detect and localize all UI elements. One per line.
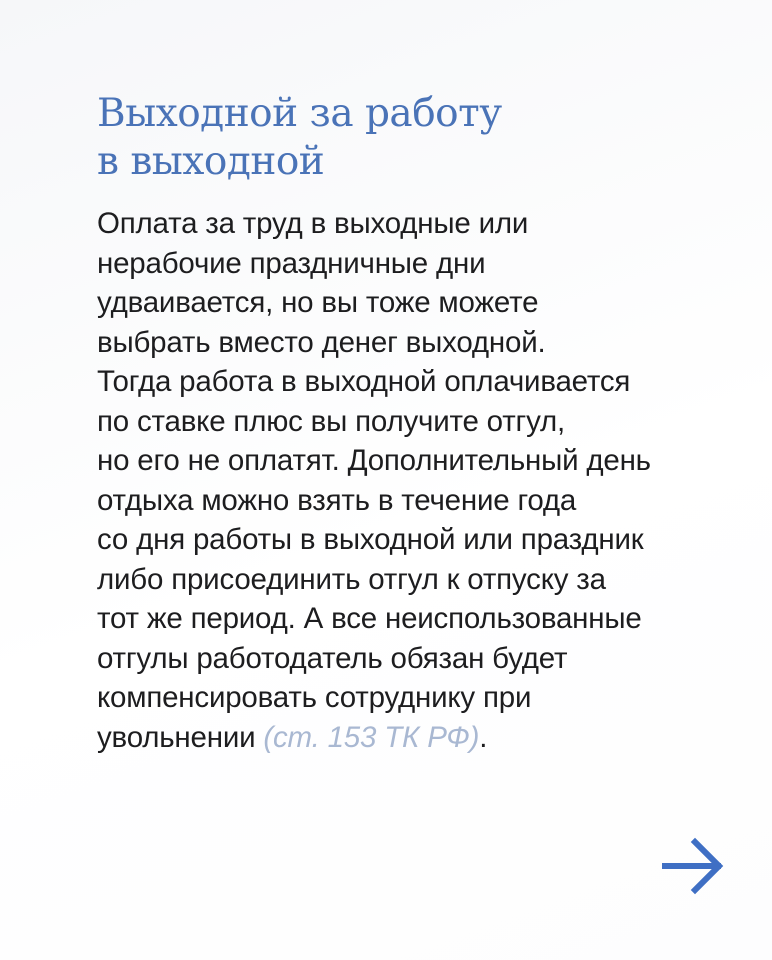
- body-line: нерабочие праздничные дни: [97, 246, 486, 280]
- law-reference: (ст. 153 ТК РФ): [263, 720, 480, 754]
- arrow-right-icon[interactable]: [660, 836, 726, 896]
- slide-title: [97, 90, 717, 186]
- body-line: Оплата за труд в выходные или: [97, 207, 529, 240]
- body-line: удваивается, но вы тоже можете: [97, 286, 539, 319]
- body-line: по ставке плюс вы получите отгул,: [97, 404, 566, 438]
- body-line: тот же период. А все неиспользованные: [97, 602, 642, 635]
- body-paragraph: [97, 204, 747, 757]
- body-line: Тогда работа в выходной оплачивается: [97, 365, 631, 398]
- body-last-line: [97, 718, 747, 758]
- title-line-2: в выходной: [97, 139, 325, 184]
- last-line-text: увольнении: [97, 720, 264, 754]
- last-line-end: .: [479, 720, 488, 754]
- body-line: либо присоединить отгул к отпуску за: [97, 562, 606, 596]
- body-line: компенсировать сотруднику при: [97, 681, 532, 714]
- body-line: но его не оплатят. Дополнительный день: [97, 444, 651, 477]
- title-line-1: Выходной за работу: [97, 91, 502, 136]
- body-line: отдыха можно взять в течение года: [97, 483, 577, 517]
- body-line: отгулы работодатель обязан будет: [97, 641, 568, 675]
- body-line: выбрать вместо денег выходной.: [97, 325, 546, 359]
- body-line: со дня работы в выходной или праздник: [97, 523, 644, 556]
